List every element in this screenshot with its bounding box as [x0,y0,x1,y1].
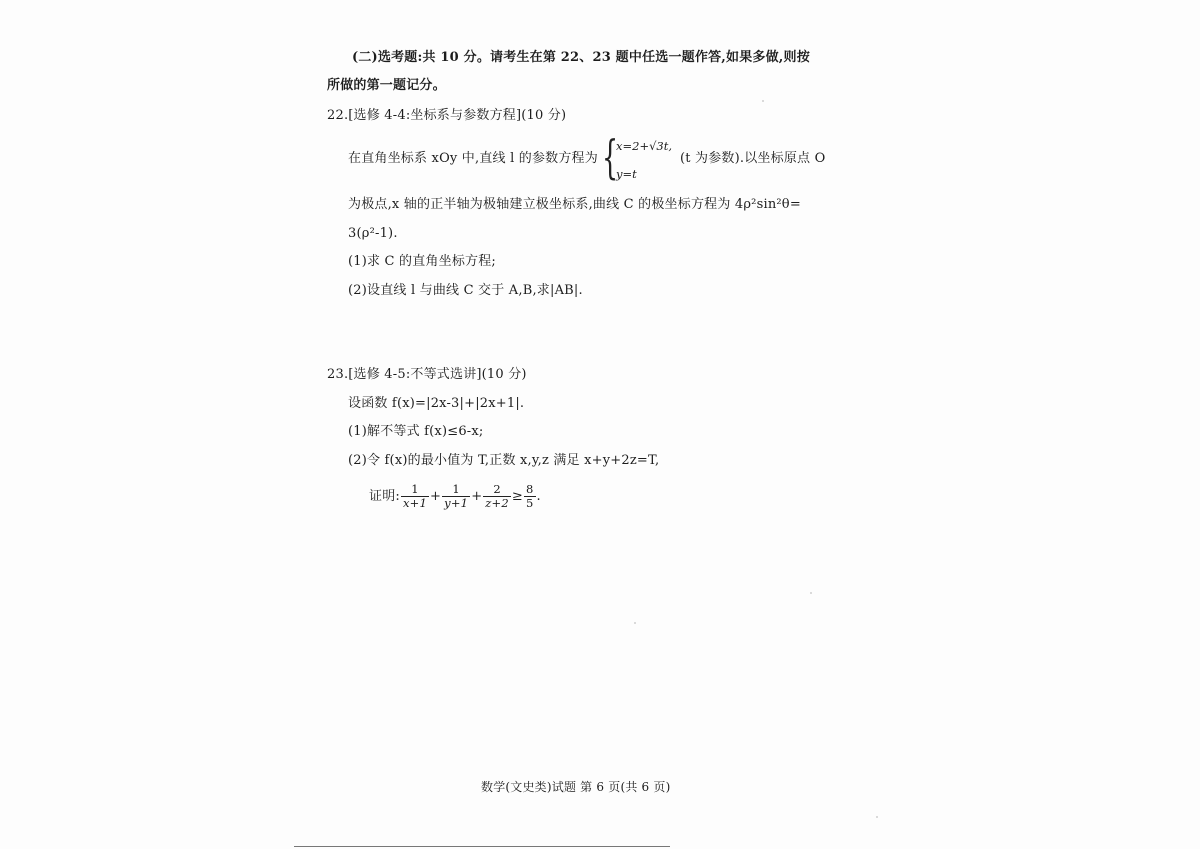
q23-part1: (1)解不等式 f(x)≤6-x; [348,424,484,439]
q23-proof-inequality [369,482,541,512]
fraction-4 [524,483,536,510]
plus-sign-1: + [430,489,442,504]
scan-speck [810,592,812,594]
fraction-1 [401,483,429,510]
fraction-1-numerator: 1 [411,482,419,496]
q22-body3: 3(ρ²-1). [348,226,398,241]
fraction-3-denominator: z+2 [485,496,509,510]
q22-system-row1: x=2+√3t, [616,139,672,153]
fraction-3 [483,483,511,510]
q22-part2: (2)设直线 l 与曲线 C 交于 A,B,求|AB|. [348,283,583,298]
fraction-3-numerator: 2 [493,482,501,496]
fraction-2-denominator: y+1 [444,496,469,510]
scan-speck [634,622,636,624]
q22-body1-suffix: (t 为参数).以坐标原点 O [680,151,826,166]
q22-system-row2: y=t [616,167,637,181]
q23-heading: 23.[选修 4-5:不等式选讲](10 分) [327,367,527,382]
q22-part1: (1)求 C 的直角坐标方程; [348,254,497,269]
scan-speck [876,816,878,818]
fraction-4-denominator: 5 [526,496,534,510]
q23-part2: (2)令 f(x)的最小值为 T,正数 x,y,z 满足 x+y+2z=T, [348,453,660,468]
q22-body2: 为极点,x 轴的正半轴为极轴建立极坐标系,曲线 C 的极坐标方程为 4ρ²sin²θ= [348,197,801,212]
fraction-1-denominator: x+1 [402,496,428,510]
geq-sign: ≥ [511,489,523,504]
proof-end-period: . [536,489,541,504]
q23-body1: 设函数 f(x)=|2x-3|+|2x+1|. [348,396,525,411]
fraction-2-numerator: 1 [452,482,460,496]
q22-heading: 22.[选修 4-4:坐标系与参数方程](10 分) [327,108,567,123]
section-header-line2: 所做的第一题记分。 [327,78,446,93]
bottom-rule [294,846,670,847]
section-header-line1: (二)选考题:共 10 分。请考生在第 22、23 题中任选一题作答,如果多做,则按 [352,50,810,65]
plus-sign-2: + [471,489,483,504]
proof-label: 证明: [369,489,400,504]
q22-body1-prefix: 在直角坐标系 xOy 中,直线 l 的参数方程为 [348,151,598,166]
brace-symbol: { [602,130,619,184]
scan-speck [762,100,764,102]
page-footer: 数学(文史类)试题 第 6 页(共 6 页) [481,780,671,794]
fraction-2 [442,483,470,510]
fraction-4-numerator: 8 [526,482,534,496]
